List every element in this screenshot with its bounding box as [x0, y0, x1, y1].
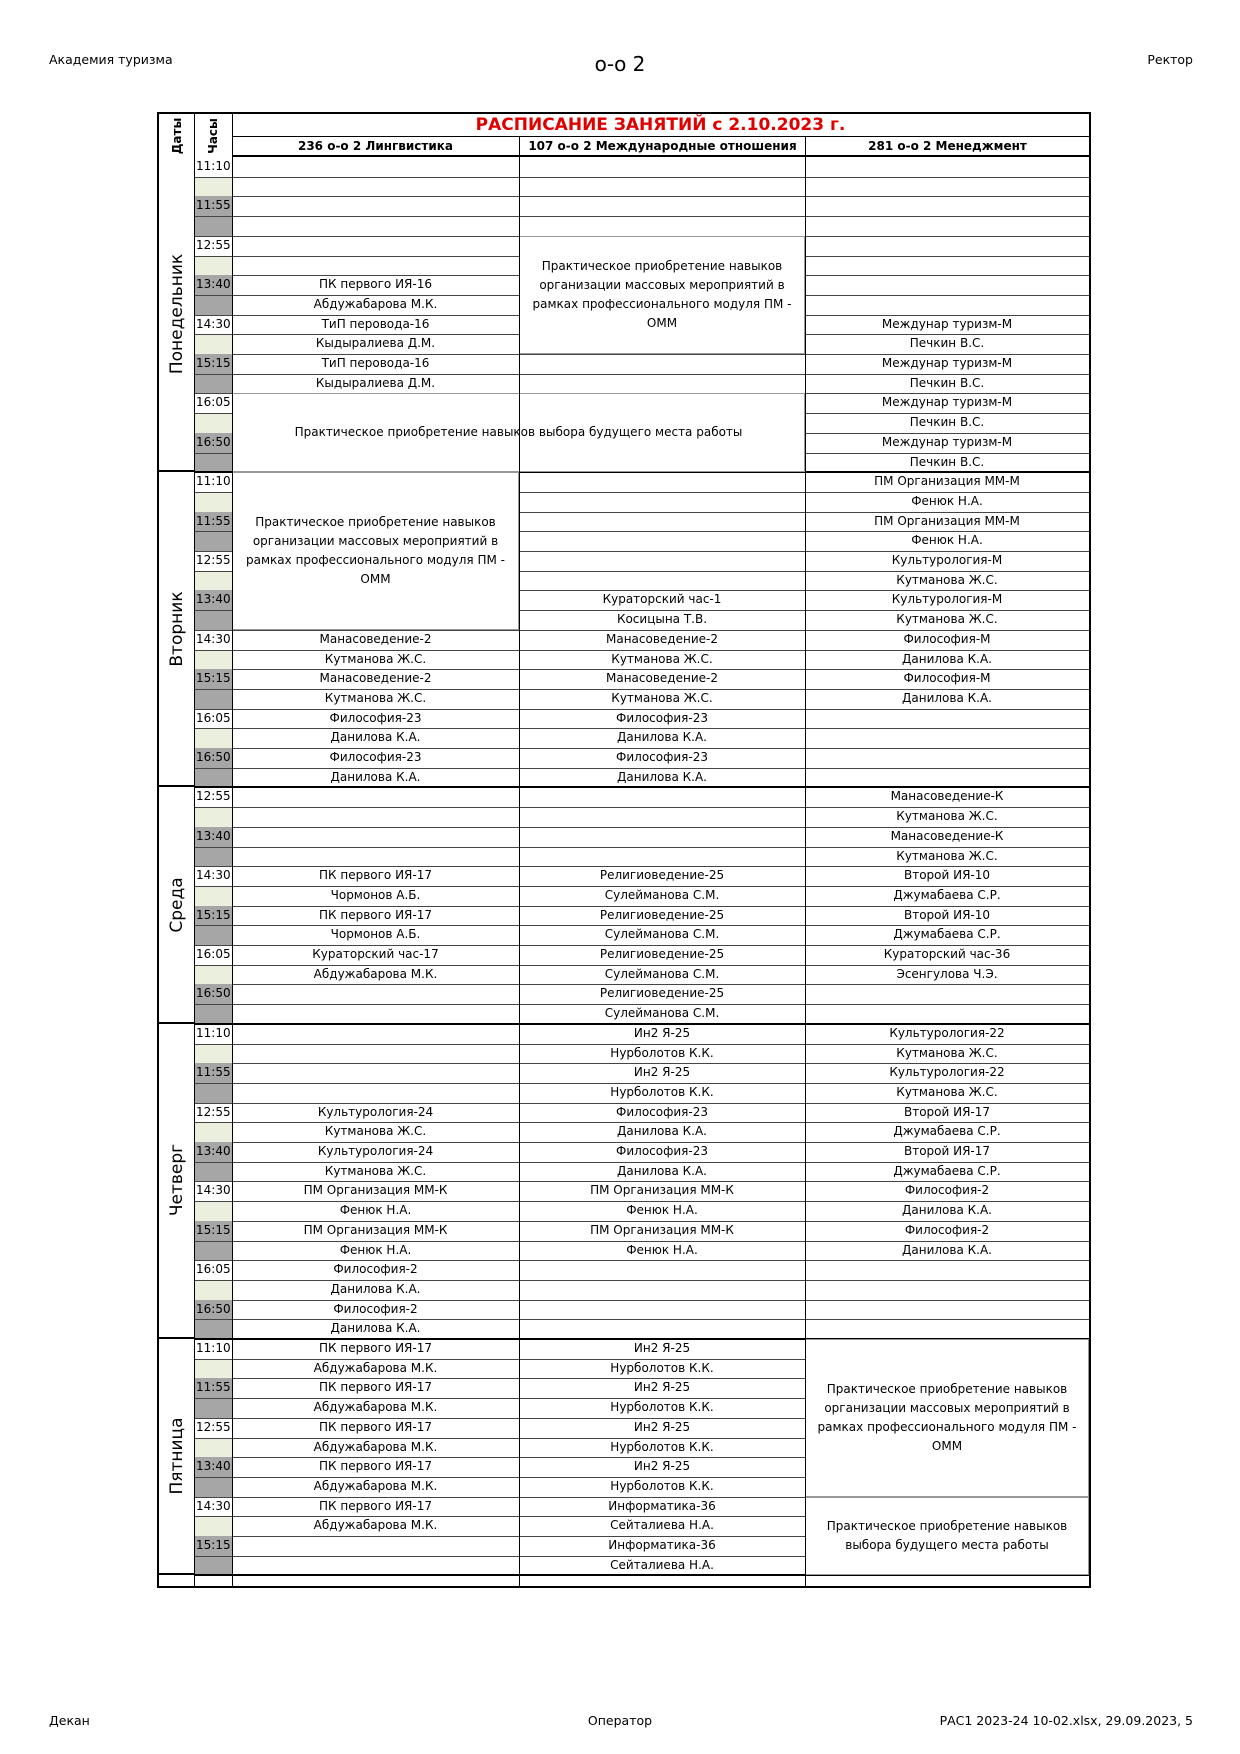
- lesson-teacher: Абдужабарова М.К.: [313, 1360, 438, 1375]
- slot-time: 13:40: [196, 1144, 231, 1158]
- lesson-teacher: Кутманова Ж.С.: [896, 1045, 998, 1060]
- slot-time: 14:30: [196, 316, 231, 331]
- lesson-subject: Культурология-24: [317, 1144, 434, 1158]
- lesson-subject: Кураторский час-1: [602, 592, 722, 607]
- lesson-teacher: [232, 177, 519, 197]
- grid-vline: [232, 114, 233, 1586]
- slot-time: 15:15: [196, 356, 231, 370]
- hours-shading: [194, 1516, 232, 1536]
- lesson-subject: [232, 1024, 519, 1044]
- lesson-subject: Философия-23: [616, 1104, 708, 1119]
- slot-time: 12:55: [196, 1104, 231, 1119]
- lesson-teacher: [805, 256, 1089, 276]
- slot-time: 14:30: [196, 1498, 231, 1513]
- lesson-teacher: Сулейманова С.М.: [604, 887, 720, 902]
- lesson-teacher: Печкин В.С.: [909, 454, 985, 469]
- lesson-subject: [805, 709, 1089, 729]
- lesson-teacher: Фенюк Н.А.: [911, 533, 983, 548]
- lesson-teacher: Печкин В.С.: [909, 415, 985, 430]
- footer-center: Оператор: [587, 1713, 653, 1728]
- lesson-teacher: Данилова К.А.: [617, 730, 707, 745]
- lesson-teacher: Сейталиева Н.А.: [610, 1518, 714, 1533]
- lesson-subject: Второй ИЯ-10: [903, 868, 991, 883]
- lesson-teacher: [805, 768, 1089, 788]
- slot-time: 13:40: [196, 828, 231, 843]
- lesson-subject: [232, 236, 519, 256]
- slot-time: 11:10: [196, 1025, 231, 1040]
- lesson-subject: [805, 157, 1089, 177]
- lesson-subject: Междунар туризм-М: [881, 316, 1013, 331]
- lesson-subject: Ин2 Я-25: [633, 1025, 691, 1040]
- lesson-subject: ПК первого ИЯ-17: [319, 1498, 432, 1513]
- lesson-subject: Философия-23: [616, 710, 708, 725]
- lesson-subject: Кураторский час-36: [883, 947, 1011, 961]
- lesson-subject: [805, 275, 1089, 295]
- lesson-teacher: [519, 1280, 805, 1300]
- lesson-teacher: Фенюк Н.А.: [339, 1203, 412, 1218]
- lesson-subject: [232, 827, 519, 847]
- slot-time: 16:05: [196, 1262, 231, 1277]
- slot-time: 13:40: [196, 592, 231, 607]
- lesson-teacher: [519, 216, 805, 236]
- lesson-teacher: [519, 492, 805, 512]
- lesson-subject: [519, 1260, 805, 1280]
- slot-time: 16:05: [196, 947, 231, 961]
- lesson-subject: Информатика-36: [608, 1498, 716, 1513]
- lesson-subject: ПК первого ИЯ-17: [319, 1380, 432, 1395]
- lesson-teacher: Данилова К.А.: [902, 690, 992, 705]
- slot-time: 16:50: [196, 1301, 231, 1316]
- hours-shading: [194, 1201, 232, 1221]
- lesson-teacher: Абдужабарова М.К.: [313, 1478, 438, 1493]
- slot-time: 13:40: [196, 277, 231, 292]
- merged-text: Практическое приобретение навыков организации массовых мероприятий в рамках профессионального модуля ПМ - ОММ: [532, 258, 792, 330]
- slot-time: 16:50: [196, 434, 231, 449]
- lesson-teacher: Кутманова Ж.С.: [324, 1124, 427, 1139]
- lesson-teacher: Нурболотов К.К.: [610, 1478, 714, 1493]
- hours-shading: [194, 650, 232, 670]
- lesson-teacher: Косицына Т.В.: [616, 612, 708, 627]
- lesson-teacher: [519, 571, 805, 591]
- slot-time: 12:55: [196, 237, 231, 252]
- lesson-subject: ПМ Организация ММ-К: [590, 1222, 734, 1237]
- lesson-subject: [232, 1536, 519, 1556]
- lesson-subject: Манасоведение-2: [319, 671, 432, 686]
- lesson-subject: Философия-23: [329, 710, 422, 725]
- hours-shading: [194, 413, 232, 433]
- lesson-subject: Ин2 Я-25: [633, 1065, 691, 1080]
- dates-column-header: Даты: [169, 117, 184, 154]
- lesson-subject: ПМ Организация ММ-М: [874, 513, 1020, 528]
- merged-text: Практическое приобретение навыков выбора будущего места работы: [294, 425, 743, 440]
- lesson-subject: Философия-2: [333, 1262, 418, 1277]
- lesson-subject: Междунар туризм-М: [881, 356, 1013, 370]
- lesson-subject: [519, 472, 805, 492]
- day-label-cell: [159, 787, 194, 1023]
- lesson-subject: Манасоведение-2: [606, 631, 718, 646]
- lesson-teacher: Джумабаева С.Р.: [893, 1163, 1001, 1178]
- lesson-teacher: Кутманова Ж.С.: [896, 809, 998, 824]
- hours-shading: [194, 177, 232, 197]
- lesson-subject: Информатика-36: [608, 1538, 716, 1552]
- lesson-teacher: [519, 847, 805, 867]
- lesson-subject: Философия-М: [903, 671, 991, 686]
- lesson-teacher: Кыдыралиева Д.М.: [315, 336, 436, 351]
- lesson-teacher: Данилова К.А.: [330, 1281, 421, 1296]
- lesson-subject: ПМ Организация ММ-М: [874, 474, 1020, 489]
- lesson-subject: ПК первого ИЯ-17: [319, 1341, 432, 1355]
- lesson-teacher: [805, 177, 1089, 197]
- lesson-subject: Второй ИЯ-17: [903, 1144, 991, 1158]
- day-name: Понедельник: [166, 253, 187, 374]
- merged-text: Практическое приобретение навыков выбора будущего места работы: [826, 1518, 1068, 1552]
- slot-time: 11:55: [196, 1065, 231, 1080]
- lesson-teacher: Сулейманова С.М.: [604, 1006, 720, 1021]
- lesson-teacher: Фенюк Н.А.: [626, 1203, 698, 1218]
- grid-vline: [519, 136, 520, 1586]
- slot-time: 14:30: [196, 1183, 231, 1198]
- lesson-subject: [232, 196, 519, 216]
- footer-right: РАС1 2023-24 10-02.xlsx, 29.09.2023, 5: [939, 1713, 1193, 1728]
- lesson-teacher: [232, 216, 519, 236]
- lesson-teacher: Нурболотов К.К.: [610, 1084, 714, 1099]
- lesson-subject: ПК первого ИЯ-17: [319, 868, 432, 883]
- lesson-subject: Философия-23: [616, 750, 708, 764]
- lesson-subject: Религиоведение-25: [599, 947, 725, 961]
- lesson-subject: [805, 1260, 1089, 1280]
- slot-time: 11:55: [196, 1380, 231, 1395]
- lesson-subject: Ин2 Я-25: [633, 1419, 691, 1434]
- hours-shading: [194, 807, 232, 827]
- slot-time: 12:55: [196, 789, 231, 804]
- slot-time: 15:15: [196, 1222, 231, 1237]
- lesson-subject: Ин2 Я-25: [633, 1459, 691, 1474]
- lesson-teacher: Данилова К.А.: [902, 1203, 992, 1218]
- day-label-cell: [159, 1024, 194, 1339]
- lesson-subject: Второй ИЯ-17: [903, 1104, 991, 1119]
- day-label-cell: [159, 1339, 194, 1575]
- lesson-teacher: Нурболотов К.К.: [610, 1045, 714, 1060]
- group-header-3: 281 о-о 2 Менеджмент: [805, 136, 1089, 157]
- lesson-teacher: [232, 1083, 519, 1103]
- lesson-subject: Ин2 Я-25: [633, 1380, 691, 1395]
- lesson-subject: Философия-2: [333, 1301, 418, 1316]
- lesson-subject: [519, 827, 805, 847]
- page-sheet-title: о-о 2: [594, 52, 646, 76]
- slot-time: 12:55: [196, 553, 231, 567]
- lesson-subject: Культурология-М: [891, 592, 1003, 607]
- slot-time: 12:55: [196, 1419, 231, 1434]
- lesson-teacher: [519, 374, 805, 394]
- lesson-teacher: [232, 256, 519, 276]
- lesson-subject: Философия-23: [329, 750, 422, 764]
- lesson-subject: [805, 1300, 1089, 1320]
- lesson-teacher: Кутманова Ж.С.: [896, 1084, 998, 1099]
- lesson-teacher: Джумабаева С.Р.: [893, 887, 1001, 902]
- group-header-2: 107 о-о 2 Международные отношения: [519, 136, 805, 157]
- slot-time: 14:30: [196, 868, 231, 883]
- slot-time: 16:05: [196, 710, 231, 725]
- lesson-teacher: Джумабаева С.Р.: [893, 1124, 1001, 1139]
- header-left: Академия туризма: [49, 52, 173, 67]
- slot-time: 14:30: [196, 631, 231, 646]
- lesson-subject: [519, 512, 805, 532]
- hours-column-header: Часы: [206, 117, 220, 154]
- lesson-subject: Манасоведение-2: [606, 671, 718, 686]
- lesson-subject: Культурология-22: [889, 1025, 1005, 1040]
- slot-time: 11:10: [196, 474, 231, 489]
- lesson-subject: [519, 196, 805, 216]
- lesson-subject: [805, 984, 1089, 1004]
- lesson-teacher: [805, 216, 1089, 236]
- lesson-subject: ПК первого ИЯ-17: [319, 1459, 432, 1474]
- lesson-subject: ТиП перовода-16: [321, 356, 430, 370]
- hours-shading: [194, 571, 232, 591]
- lesson-subject: Междунар туризм-М: [881, 395, 1013, 410]
- slot-time: 11:55: [196, 198, 231, 213]
- lesson-subject: ТиП перовода-16: [321, 316, 430, 331]
- schedule-title: РАСПИСАНИЕ ЗАНЯТИЙ с 2.10.2023 г.: [475, 115, 846, 135]
- lesson-teacher: Чормонов А.Б.: [330, 927, 421, 942]
- lesson-teacher: Абдужабарова М.К.: [313, 966, 438, 981]
- lesson-teacher: [805, 728, 1089, 748]
- lesson-subject: Манасоведение-К: [890, 828, 1004, 843]
- lesson-teacher: [805, 1319, 1089, 1339]
- lesson-teacher: Нурболотов К.К.: [610, 1360, 714, 1375]
- lesson-subject: ПК первого ИЯ-17: [319, 1419, 432, 1434]
- lesson-subject: Философия-2: [904, 1222, 990, 1237]
- lesson-teacher: Фенюк Н.А.: [626, 1242, 698, 1257]
- slot-time: 16:50: [196, 750, 231, 764]
- lesson-subject: [232, 787, 519, 807]
- hours-shading: [194, 1044, 232, 1064]
- lesson-teacher: Абдужабарова М.К.: [313, 296, 438, 311]
- lesson-teacher: Кутманова Ж.С.: [896, 612, 998, 627]
- lesson-subject: Философия-2: [904, 1183, 990, 1198]
- lesson-teacher: [519, 177, 805, 197]
- hours-shading: [194, 1280, 232, 1300]
- lesson-teacher: Кутманова Ж.С.: [611, 651, 713, 666]
- lesson-teacher: Нурболотов К.К.: [610, 1400, 714, 1415]
- lesson-subject: [805, 236, 1089, 256]
- slot-time: 15:15: [196, 1538, 231, 1552]
- grid-vline: [805, 136, 806, 1586]
- slot-time: 13:40: [196, 1459, 231, 1474]
- lesson-teacher: Кутманова Ж.С.: [324, 1163, 427, 1178]
- lesson-subject: [519, 551, 805, 571]
- lesson-teacher: Нурболотов К.К.: [610, 1439, 714, 1454]
- lesson-subject: ПМ Организация ММ-К: [303, 1183, 448, 1198]
- fri-281-practice2: [805, 1497, 1089, 1576]
- lesson-subject: [805, 748, 1089, 768]
- lesson-teacher: [232, 1044, 519, 1064]
- hours-shading: [194, 1359, 232, 1379]
- lesson-subject: ПК первого ИЯ-17: [319, 907, 432, 922]
- lesson-teacher: [519, 531, 805, 551]
- mon-107-practice: [519, 236, 805, 354]
- lesson-subject: Культурология-М: [891, 553, 1003, 567]
- lesson-teacher: [805, 1280, 1089, 1300]
- grid-vline: [194, 114, 195, 1586]
- lesson-teacher: Абдужабарова М.К.: [313, 1400, 438, 1415]
- lesson-subject: ПМ Организация ММ-К: [590, 1183, 734, 1198]
- lesson-subject: [805, 196, 1089, 216]
- lesson-teacher: Эсенгулова Ч.Э.: [896, 966, 998, 981]
- lesson-teacher: Джумабаева С.Р.: [893, 927, 1001, 942]
- day-name: Среда: [166, 876, 187, 933]
- lesson-teacher: Данилова К.А.: [330, 730, 421, 745]
- header-right: Ректор: [1147, 52, 1193, 67]
- lesson-subject: Манасоведение-К: [890, 789, 1004, 804]
- lesson-subject: [232, 157, 519, 177]
- lesson-teacher: [232, 847, 519, 867]
- hours-shading: [194, 886, 232, 906]
- day-name: Четверг: [166, 1144, 187, 1217]
- merged-text: Практическое приобретение навыков организации массовых мероприятий в рамках профессионального модуля ПМ - ОММ: [246, 514, 505, 586]
- lesson-teacher: Кутманова Ж.С.: [324, 690, 427, 705]
- lesson-teacher: Данилова К.А.: [617, 1163, 707, 1178]
- lesson-subject: Ин2 Я-25: [633, 1341, 691, 1355]
- lesson-subject: Междунар туризм-М: [881, 434, 1013, 449]
- lesson-teacher: Данилова К.А.: [902, 651, 992, 666]
- lesson-teacher: Абдужабарова М.К.: [313, 1439, 438, 1454]
- lesson-teacher: Кутманова Ж.С.: [896, 572, 998, 587]
- lesson-subject: Религиоведение-25: [599, 907, 725, 922]
- lesson-subject: Манасоведение-2: [319, 631, 432, 646]
- lesson-teacher: [232, 807, 519, 827]
- lesson-subject: Философия-23: [616, 1144, 708, 1158]
- slot-time: 11:55: [196, 513, 231, 528]
- lesson-teacher: Фенюк Н.А.: [339, 1242, 412, 1257]
- tue-236-practice: [232, 472, 519, 630]
- lesson-subject: Второй ИЯ-10: [903, 907, 991, 922]
- day-label-cell: [159, 157, 194, 472]
- lesson-teacher: Чормонов А.Б.: [330, 887, 421, 902]
- fri-281-practice1: [805, 1339, 1089, 1497]
- lesson-teacher: Данилова К.А.: [617, 1124, 707, 1139]
- lesson-subject: Философия-М: [903, 631, 991, 646]
- lesson-subject: Культурология-22: [889, 1065, 1005, 1080]
- lesson-subject: ПК первого ИЯ-16: [319, 277, 432, 292]
- lesson-teacher: Сулейманова С.М.: [604, 966, 720, 981]
- hours-shading: [194, 256, 232, 276]
- lesson-teacher: Абдужабарова М.К.: [313, 1518, 438, 1533]
- lesson-teacher: [805, 295, 1089, 315]
- slot-time: 16:05: [196, 395, 231, 410]
- lesson-teacher: Печкин В.С.: [909, 336, 985, 351]
- lesson-subject: [519, 354, 805, 374]
- lesson-teacher: Сулейманова С.М.: [604, 927, 720, 942]
- lesson-teacher: Сейталиева Н.А.: [610, 1557, 714, 1572]
- hours-shading: [194, 728, 232, 748]
- slot-time: 11:10: [196, 1341, 231, 1355]
- lesson-subject: Кураторский час-17: [312, 947, 439, 961]
- lesson-subject: [519, 157, 805, 177]
- group-header-1: 236 о-о 2 Лингвистика: [232, 136, 519, 157]
- lesson-teacher: [519, 807, 805, 827]
- lesson-teacher: Данилова К.А.: [330, 769, 421, 784]
- lesson-teacher: Данилова К.А.: [617, 769, 707, 784]
- lesson-teacher: [232, 1004, 519, 1024]
- hours-shading: [194, 965, 232, 985]
- schedule-table: [157, 112, 1091, 1588]
- slot-time: 11:10: [196, 159, 231, 173]
- lesson-teacher: Фенюк Н.А.: [911, 493, 983, 508]
- lesson-subject: [232, 1063, 519, 1083]
- slot-time: 15:15: [196, 907, 231, 922]
- day-name: Вторник: [166, 591, 187, 667]
- lesson-teacher: Данилова К.А.: [330, 1321, 421, 1336]
- day-name: Пятница: [166, 1417, 187, 1495]
- lesson-teacher: [519, 1319, 805, 1339]
- lesson-subject: [519, 787, 805, 807]
- lesson-teacher: Кутманова Ж.С.: [896, 848, 998, 863]
- lesson-teacher: [232, 1556, 519, 1576]
- hours-shading: [194, 1122, 232, 1142]
- merged-text: Практическое приобретение навыков организации массовых мероприятий в рамках профессионального модуля ПМ - ОММ: [817, 1381, 1077, 1453]
- hours-shading: [194, 334, 232, 354]
- slot-time: 16:50: [196, 986, 231, 1001]
- footer-left: Декан: [49, 1713, 90, 1728]
- lesson-subject: ПМ Организация ММ-К: [303, 1222, 448, 1237]
- lesson-teacher: Кыдыралиева Д.М.: [315, 375, 436, 390]
- lesson-teacher: Печкин В.С.: [909, 375, 985, 390]
- lesson-teacher: Кутманова Ж.С.: [324, 651, 427, 666]
- lesson-subject: Религиоведение-25: [599, 986, 725, 1001]
- day-label-cell: [159, 472, 194, 787]
- lesson-teacher: Кутманова Ж.С.: [611, 690, 713, 705]
- hours-shading: [194, 1438, 232, 1458]
- lesson-subject: [519, 1300, 805, 1320]
- lesson-teacher: [805, 1004, 1089, 1024]
- lesson-subject: Культурология-24: [317, 1104, 434, 1119]
- slot-time: 15:15: [196, 671, 231, 686]
- lesson-teacher: Данилова К.А.: [902, 1242, 992, 1257]
- lesson-subject: [232, 984, 519, 1004]
- hours-shading: [194, 492, 232, 512]
- lesson-subject: Религиоведение-25: [599, 868, 725, 883]
